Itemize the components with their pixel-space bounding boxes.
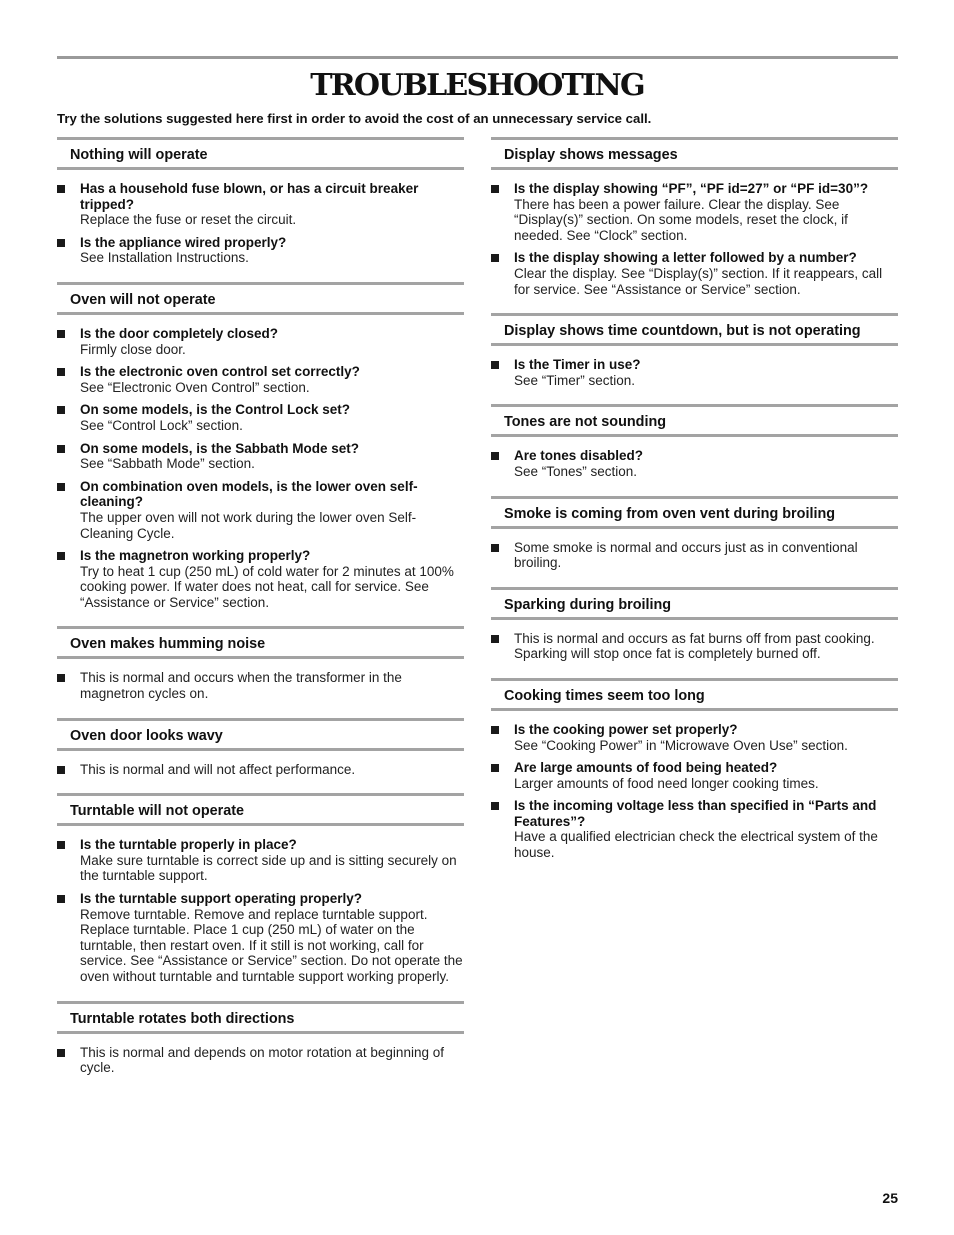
list-item <box>491 722 898 753</box>
right-column <box>491 137 898 877</box>
list-item <box>57 1045 464 1076</box>
list-item <box>57 402 464 433</box>
list-item <box>57 762 464 778</box>
square-bullet-icon <box>491 361 499 369</box>
question-text: Is the turntable properly in place? <box>80 837 297 853</box>
item-list <box>57 170 464 266</box>
list-item <box>491 250 898 297</box>
section-heading: Cooking times seem too long <box>491 678 898 711</box>
square-bullet-icon <box>57 445 65 453</box>
question-text: On some models, is the Sabbath Mode set? <box>80 440 360 456</box>
section-oven-will-not-operate <box>57 282 464 611</box>
list-item <box>491 448 898 479</box>
question-text: Is the turntable support operating properly? <box>80 891 363 907</box>
square-bullet-icon <box>57 330 65 338</box>
list-item <box>491 181 898 243</box>
answer-text: See “Sabbath Mode” section. <box>80 456 255 472</box>
section-heading: Smoke is coming from oven vent during broiling <box>491 496 898 529</box>
list-item <box>491 798 898 860</box>
square-bullet-icon <box>57 185 65 193</box>
section-nothing-will-operate <box>57 137 464 266</box>
list-item <box>491 631 898 662</box>
square-bullet-icon <box>491 635 499 643</box>
answer-text: Remove turntable. Remove and replace turntable support. Replace turntable. Place 1 cup (250 mL) of water on the turntable, then restart oven. If it still is not working, call for service. See “Assistance or Service” section. Do not operate the oven without turntable and turntable support working properly. <box>80 906 463 984</box>
list-item <box>57 837 464 884</box>
question-text: Is the Timer in use? <box>514 357 641 373</box>
question-text: Is the cooking power set properly? <box>514 721 738 737</box>
page-number: 25 <box>882 1190 898 1206</box>
section-cooking-times-seem-too-long <box>491 678 898 861</box>
item-list <box>491 529 898 571</box>
left-column <box>57 137 464 1092</box>
square-bullet-icon <box>491 254 499 262</box>
list-item <box>57 326 464 357</box>
answer-text: Larger amounts of food need longer cooking times. <box>514 775 819 791</box>
section-sparking-during-broiling <box>491 587 898 662</box>
section-heading: Display shows time countdown, but is not operating <box>491 313 898 346</box>
answer-text: This is normal and depends on motor rotation at beginning of cycle. <box>80 1044 444 1076</box>
item-list <box>57 1034 464 1076</box>
section-oven-makes-humming-noise <box>57 626 464 701</box>
question-text: Is the incoming voltage less than specified in “Parts and Features”? <box>514 798 877 829</box>
square-bullet-icon <box>491 802 499 810</box>
section-display-shows-messages <box>491 137 898 297</box>
question-text: Is the display showing a letter followed by a number? <box>514 250 857 266</box>
list-item <box>57 181 464 228</box>
answer-text: This is normal and occurs when the transformer in the magnetron cycles on. <box>80 670 402 702</box>
list-item <box>491 760 898 791</box>
square-bullet-icon <box>491 544 499 552</box>
question-text: Are large amounts of food being heated? <box>514 760 778 776</box>
list-item <box>57 670 464 701</box>
answer-text: See “Control Lock” section. <box>80 417 243 433</box>
question-text: Are tones disabled? <box>514 448 644 464</box>
square-bullet-icon <box>57 674 65 682</box>
list-item <box>491 540 898 571</box>
section-heading: Turntable rotates both directions <box>57 1001 464 1034</box>
answer-text: This is normal and will not affect performance. <box>80 761 356 777</box>
item-list <box>491 346 898 388</box>
answer-text: See “Tones” section. <box>514 463 638 479</box>
list-item <box>57 548 464 610</box>
square-bullet-icon <box>57 483 65 491</box>
answer-text: Some smoke is normal and occurs just as in conventional broiling. <box>514 539 858 571</box>
answer-text: Replace the fuse or reset the circuit. <box>80 212 297 228</box>
item-list <box>57 659 464 701</box>
answer-text: See “Electronic Oven Control” section. <box>80 379 310 395</box>
square-bullet-icon <box>57 406 65 414</box>
section-display-shows-time-countdown-but-is-not-operating <box>491 313 898 388</box>
square-bullet-icon <box>491 452 499 460</box>
section-heading: Tones are not sounding <box>491 404 898 437</box>
answer-text: See Installation Instructions. <box>80 250 249 266</box>
question-text: Is the magnetron working properly? <box>80 548 311 564</box>
item-list <box>491 711 898 861</box>
section-oven-door-looks-wavy <box>57 718 464 778</box>
section-turntable-will-not-operate <box>57 793 464 984</box>
square-bullet-icon <box>57 368 65 376</box>
section-heading: Sparking during broiling <box>491 587 898 620</box>
section-smoke-is-coming-from-oven-vent-during-broiling <box>491 496 898 571</box>
square-bullet-icon <box>491 185 499 193</box>
top-rule <box>57 56 898 59</box>
answer-text: Clear the display. See “Display(s)” section. If it reappears, call for service. See “Assistance or Service” section. <box>514 265 883 297</box>
item-list <box>491 620 898 662</box>
square-bullet-icon <box>57 841 65 849</box>
answer-text: Make sure turntable is correct side up and is sitting securely on the turntable support. <box>80 852 457 884</box>
answer-text: See “Cooking Power” in “Microwave Oven Use” section. <box>514 737 848 753</box>
answer-text: There has been a power failure. Clear the display. See “Display(s)” section. On some models, reset the clock, if needed. See “Clock” section. <box>514 196 848 243</box>
item-list <box>57 751 464 778</box>
square-bullet-icon <box>57 552 65 560</box>
question-text: Is the door completely closed? <box>80 325 279 341</box>
item-list <box>491 437 898 479</box>
question-text: On combination oven models, is the lower oven self-cleaning? <box>80 478 418 510</box>
list-item <box>57 364 464 395</box>
item-list <box>57 826 464 984</box>
square-bullet-icon <box>57 895 65 903</box>
square-bullet-icon <box>57 1049 65 1057</box>
answer-text: Firmly close door. <box>80 341 186 357</box>
question-text: Has a household fuse blown, or has a circuit breaker tripped? <box>80 181 419 212</box>
page-title: TROUBLESHOOTING <box>310 68 644 103</box>
square-bullet-icon <box>57 766 65 774</box>
section-heading: Oven makes humming noise <box>57 626 464 659</box>
section-heading: Display shows messages <box>491 137 898 170</box>
question-text: On some models, is the Control Lock set? <box>80 402 351 418</box>
item-list <box>57 315 464 611</box>
square-bullet-icon <box>491 764 499 772</box>
section-heading: Oven door looks wavy <box>57 718 464 751</box>
list-item <box>491 357 898 388</box>
list-item <box>57 479 464 541</box>
square-bullet-icon <box>491 726 499 734</box>
list-item <box>57 441 464 472</box>
list-item <box>57 891 464 985</box>
list-item <box>57 235 464 266</box>
answer-text: Try to heat 1 cup (250 mL) of cold water for 2 minutes at 100% cooking power. If water does not heat, call for service. See “Assistance or Service” section. <box>80 563 454 610</box>
answer-text: Have a qualified electrician check the electrical system of the house. <box>514 829 878 861</box>
section-turntable-rotates-both-directions <box>57 1001 464 1076</box>
answer-text: The upper oven will not work during the lower oven Self-Cleaning Cycle. <box>80 509 417 541</box>
question-text: Is the electronic oven control set correctly? <box>80 364 360 380</box>
section-heading: Turntable will not operate <box>57 793 464 826</box>
question-text: Is the appliance wired properly? <box>80 234 287 250</box>
section-heading: Nothing will operate <box>57 137 464 170</box>
answer-text: See “Timer” section. <box>514 372 636 388</box>
square-bullet-icon <box>57 239 65 247</box>
question-text: Is the display showing “PF”, “PF id=27” or “PF id=30”? <box>514 181 869 196</box>
section-heading: Oven will not operate <box>57 282 464 315</box>
answer-text: This is normal and occurs as fat burns off from past cooking. Sparking will stop once fat is completely burned off. <box>514 630 875 662</box>
item-list <box>491 170 898 297</box>
section-tones-are-not-sounding <box>491 404 898 479</box>
intro-text: Try the solutions suggested here first in order to avoid the cost of an unnecessary service call. <box>57 111 652 126</box>
